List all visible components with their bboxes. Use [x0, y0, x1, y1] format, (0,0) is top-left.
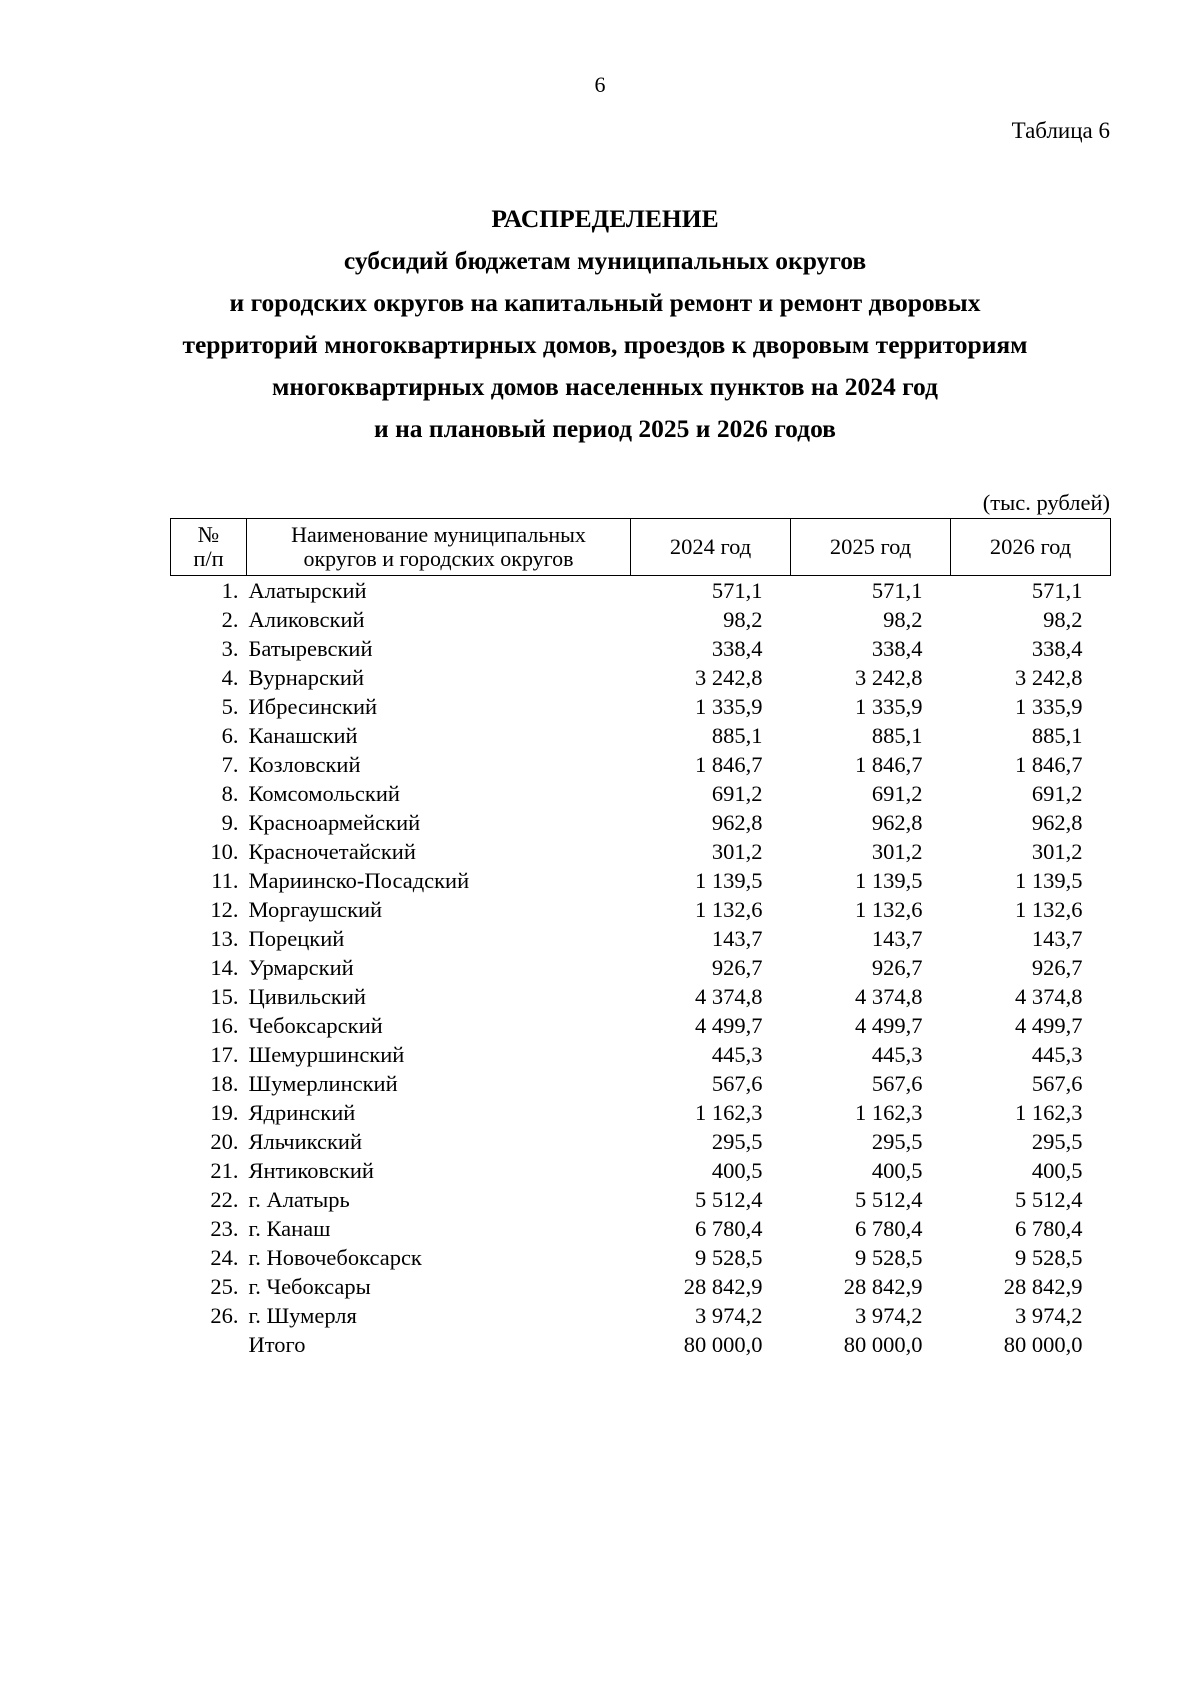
table-row [171, 1301, 1111, 1330]
table-row [171, 895, 1111, 924]
row-value-2025: 1 846,7 [855, 752, 923, 777]
row-name: Канашский [248, 723, 358, 748]
row-value-2025: 98,2 [883, 607, 923, 632]
row-value-2026: 567,6 [1031, 1071, 1083, 1096]
table-row [171, 1272, 1111, 1301]
row-number: 22. [210, 1187, 239, 1212]
row-value-2025: 5 512,4 [855, 1187, 923, 1212]
table-row [171, 1011, 1111, 1040]
row-value-2024: 885,1 [711, 723, 763, 748]
table-row [171, 634, 1111, 663]
row-value-2026: 295,5 [1031, 1129, 1083, 1154]
row-value-2024: 691,2 [711, 781, 763, 806]
row-value-2024: 926,7 [711, 955, 763, 980]
title-heading: РАСПРЕДЕЛЕНИЕ [491, 204, 719, 233]
row-name: Яльчикский [248, 1129, 363, 1154]
row-number: 16. [210, 1013, 239, 1038]
row-value-2024: 28 842,9 [683, 1274, 763, 1299]
row-number: 12. [210, 897, 239, 922]
row-value-2026: 4 374,8 [1015, 984, 1083, 1009]
row-value-2025: 143,7 [871, 926, 923, 951]
row-number: 21. [210, 1158, 239, 1183]
row-number: 9. [221, 810, 239, 835]
row-value-2025: 4 499,7 [855, 1013, 923, 1038]
row-value-2025: 3 242,8 [855, 665, 923, 690]
total-value-2025: 80 000,0 [843, 1332, 923, 1357]
table-row [171, 866, 1111, 895]
row-value-2026: 6 780,4 [1015, 1216, 1083, 1241]
row-value-2024: 4 374,8 [695, 984, 763, 1009]
row-number: 14. [210, 955, 239, 980]
table-row [171, 1098, 1111, 1127]
header-name [247, 519, 631, 576]
table-row [171, 953, 1111, 982]
row-value-2025: 28 842,9 [843, 1274, 923, 1299]
row-value-2025: 400,5 [871, 1158, 923, 1183]
row-value-2026: 28 842,9 [1003, 1274, 1083, 1299]
row-value-2025: 338,4 [871, 636, 923, 661]
row-number: 20. [210, 1129, 239, 1154]
row-value-2026: 400,5 [1031, 1158, 1083, 1183]
row-value-2026: 338,4 [1031, 636, 1083, 661]
row-value-2024: 567,6 [711, 1071, 763, 1096]
row-value-2025: 9 528,5 [855, 1245, 923, 1270]
table-header-row [171, 519, 1111, 576]
table-row [171, 1214, 1111, 1243]
row-number: 3. [221, 636, 239, 661]
row-value-2026: 3 242,8 [1015, 665, 1083, 690]
row-value-2025: 295,5 [871, 1129, 923, 1154]
row-number: 4. [221, 665, 239, 690]
row-number: 8. [221, 781, 239, 806]
row-value-2026: 885,1 [1031, 723, 1083, 748]
row-value-2025: 3 974,2 [855, 1303, 923, 1328]
row-value-2024: 571,1 [711, 578, 763, 603]
row-value-2025: 1 132,6 [855, 897, 923, 922]
table-row [171, 605, 1111, 634]
row-number: 18. [210, 1071, 239, 1096]
row-value-2026: 301,2 [1031, 839, 1083, 864]
row-number: 26. [210, 1303, 239, 1328]
row-value-2024: 1 335,9 [695, 694, 763, 719]
row-value-2024: 338,4 [711, 636, 763, 661]
title-line: субсидий бюджетам муниципальных округов [343, 246, 867, 275]
row-value-2025: 571,1 [871, 578, 923, 603]
row-value-2026: 691,2 [1031, 781, 1083, 806]
header-name-line: округов и городских округов [303, 546, 574, 571]
row-value-2026: 1 132,6 [1015, 897, 1083, 922]
row-number: 6. [221, 723, 239, 748]
row-value-2025: 4 374,8 [855, 984, 923, 1009]
table-row [171, 837, 1111, 866]
table-row [171, 779, 1111, 808]
row-name: г. Шумерля [248, 1303, 357, 1328]
row-value-2024: 301,2 [711, 839, 763, 864]
row-name: г. Чебоксары [248, 1274, 371, 1299]
row-name: Комсомольский [248, 781, 400, 806]
row-value-2026: 4 499,7 [1015, 1013, 1083, 1038]
row-value-2025: 445,3 [871, 1042, 923, 1067]
row-value-2026: 5 512,4 [1015, 1187, 1083, 1212]
row-value-2025: 885,1 [871, 723, 923, 748]
row-value-2024: 5 512,4 [695, 1187, 763, 1212]
row-name: Аликовский [248, 607, 365, 632]
row-value-2026: 1 846,7 [1015, 752, 1083, 777]
document-title [80, 198, 1130, 450]
row-value-2024: 4 499,7 [695, 1013, 763, 1038]
row-name: Мариинско-Посадский [248, 868, 470, 893]
row-value-2026: 143,7 [1031, 926, 1083, 951]
row-name: г. Алатырь [248, 1187, 350, 1212]
table-row [171, 1243, 1111, 1272]
row-name: Порецкий [248, 926, 345, 951]
row-name: Ибресинский [248, 694, 378, 719]
row-value-2026: 1 162,3 [1015, 1100, 1083, 1125]
distribution-table [170, 518, 1111, 1359]
table-label: Таблица 6 [1011, 118, 1110, 143]
header-number-line: № [197, 522, 220, 547]
row-name: г. Канаш [248, 1216, 331, 1241]
row-value-2026: 3 974,2 [1015, 1303, 1083, 1328]
row-number: 2. [221, 607, 239, 632]
row-value-2025: 6 780,4 [855, 1216, 923, 1241]
row-name: Цивильский [248, 984, 366, 1009]
table-row [171, 663, 1111, 692]
row-number: 19. [210, 1100, 239, 1125]
row-value-2026: 926,7 [1031, 955, 1083, 980]
title-line: и на плановый период 2025 и 2026 годов [374, 414, 836, 443]
total-value-2026: 80 000,0 [1003, 1332, 1083, 1357]
page-number: 6 [594, 72, 606, 97]
table-row [171, 576, 1111, 606]
table-row [171, 924, 1111, 953]
row-number: 7. [221, 752, 239, 777]
row-value-2026: 445,3 [1031, 1042, 1083, 1067]
header-number [171, 519, 247, 576]
row-name: Красноармейский [248, 810, 421, 835]
row-value-2025: 1 162,3 [855, 1100, 923, 1125]
header-2024: 2024 год [631, 519, 791, 576]
table-row [171, 692, 1111, 721]
table-row [171, 1156, 1111, 1185]
row-value-2026: 98,2 [1043, 607, 1083, 632]
row-number: 24. [210, 1245, 239, 1270]
header-number-line: п/п [193, 546, 224, 571]
row-number: 15. [210, 984, 239, 1009]
row-value-2025: 1 335,9 [855, 694, 923, 719]
row-value-2024: 445,3 [711, 1042, 763, 1067]
row-name: Алатырский [248, 578, 367, 603]
table-row [171, 750, 1111, 779]
title-line: территорий многоквартирных домов, проездов к дворовым территориям [182, 330, 1028, 359]
row-name: Батыревский [248, 636, 373, 661]
row-name: Моргаушский [248, 897, 383, 922]
row-value-2026: 962,8 [1031, 810, 1083, 835]
table-row [171, 982, 1111, 1011]
row-number: 23. [210, 1216, 239, 1241]
row-value-2024: 1 139,5 [695, 868, 763, 893]
row-number: 5. [221, 694, 239, 719]
row-value-2025: 691,2 [871, 781, 923, 806]
header-name-line: Наименование муниципальных [291, 522, 586, 547]
row-name: Вурнарский [248, 665, 364, 690]
row-name: Шумерлинский [248, 1071, 398, 1096]
title-line: и городских округов на капитальный ремонт и ремонт дворовых [229, 288, 981, 317]
row-number: 1. [221, 578, 239, 603]
row-value-2024: 1 132,6 [695, 897, 763, 922]
row-value-2026: 9 528,5 [1015, 1245, 1083, 1270]
row-name: Козловский [248, 752, 361, 777]
row-name: Красночетайский [248, 839, 416, 864]
row-value-2024: 1 162,3 [695, 1100, 763, 1125]
row-number: 25. [210, 1274, 239, 1299]
row-value-2024: 295,5 [711, 1129, 763, 1154]
table-row [171, 1069, 1111, 1098]
row-value-2025: 1 139,5 [855, 868, 923, 893]
row-value-2024: 143,7 [711, 926, 763, 951]
row-name: г. Новочебоксарск [248, 1245, 422, 1270]
row-value-2024: 9 528,5 [695, 1245, 763, 1270]
units-label: (тыс. рублей) [982, 490, 1110, 515]
row-value-2024: 3 242,8 [695, 665, 763, 690]
total-number [171, 1330, 247, 1359]
table-row [171, 721, 1111, 750]
row-value-2026: 1 139,5 [1015, 868, 1083, 893]
row-value-2024: 3 974,2 [695, 1303, 763, 1328]
row-value-2024: 400,5 [711, 1158, 763, 1183]
header-2026: 2026 год [951, 519, 1111, 576]
row-value-2024: 1 846,7 [695, 752, 763, 777]
row-name: Шемуршинский [248, 1042, 405, 1067]
row-name: Янтиковский [248, 1158, 374, 1183]
total-value-2024: 80 000,0 [683, 1332, 763, 1357]
table-row [171, 1127, 1111, 1156]
row-value-2026: 1 335,9 [1015, 694, 1083, 719]
total-label: Итого [248, 1332, 306, 1357]
row-value-2025: 301,2 [871, 839, 923, 864]
row-value-2025: 926,7 [871, 955, 923, 980]
row-value-2024: 962,8 [711, 810, 763, 835]
total-row [171, 1330, 1111, 1359]
title-line: многоквартирных домов населенных пунктов на 2024 год [272, 372, 938, 401]
row-name: Ядринский [248, 1100, 356, 1125]
table-row [171, 1040, 1111, 1069]
row-name: Чебоксарский [248, 1013, 383, 1038]
table-row [171, 1185, 1111, 1214]
row-value-2026: 571,1 [1031, 578, 1083, 603]
table-row [171, 808, 1111, 837]
row-number: 11. [211, 868, 239, 893]
table-body [171, 576, 1111, 1360]
row-value-2025: 567,6 [871, 1071, 923, 1096]
row-value-2024: 98,2 [723, 607, 763, 632]
row-name: Урмарский [248, 955, 354, 980]
row-number: 10. [210, 839, 239, 864]
header-2025: 2025 год [791, 519, 951, 576]
row-value-2025: 962,8 [871, 810, 923, 835]
row-number: 17. [210, 1042, 239, 1067]
row-number: 13. [210, 926, 239, 951]
row-value-2024: 6 780,4 [695, 1216, 763, 1241]
